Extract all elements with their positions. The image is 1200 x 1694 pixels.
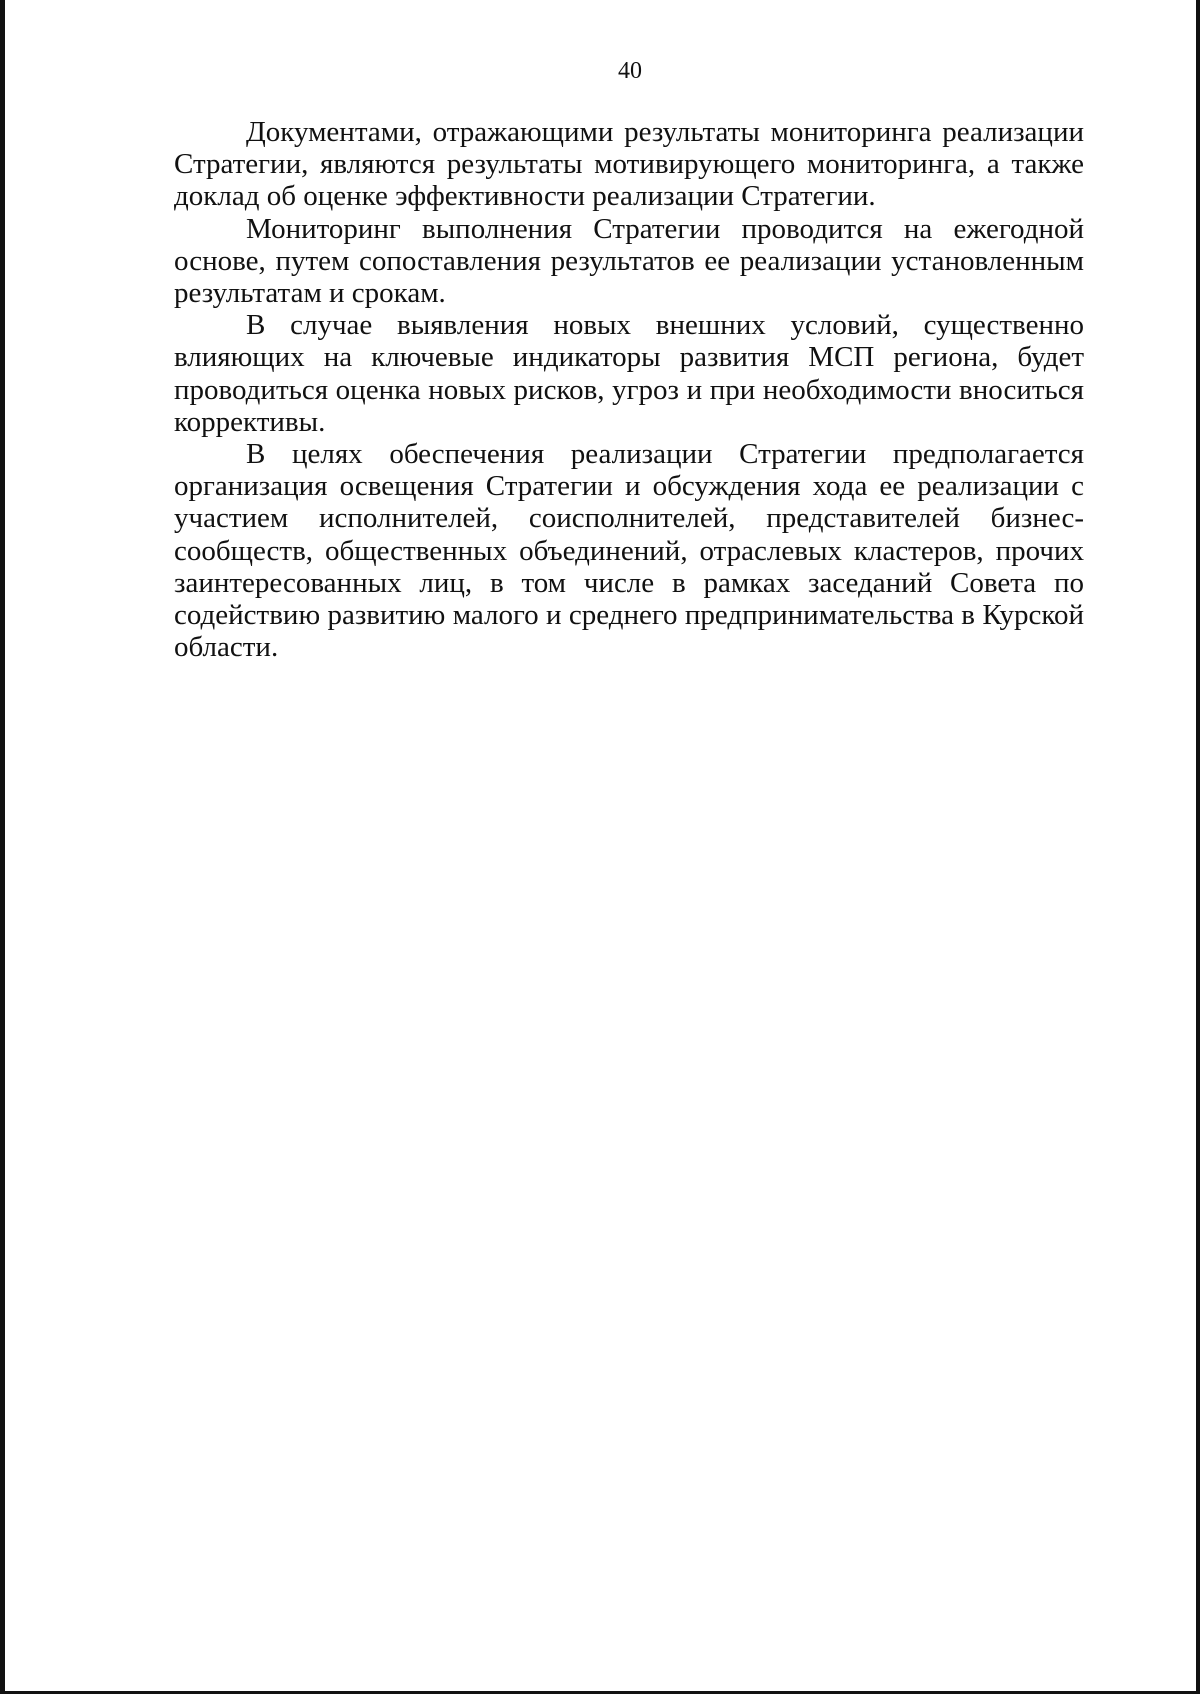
paragraph-monitoring-documents: Документами, отражающими результаты мониторинга реализации Стратегии, являются результаты мотивирующего мониторинга, а также доклад об оценке эффективности реализации Стратегии. [174,116,1084,213]
paragraph-new-conditions: В случае выявления новых внешних условий, существенно влияющих на ключевые индикаторы развития МСП региона, будет проводиться оценка новых рисков, угроз и при необходимости вноситься коррективы. [174,309,1084,438]
scan-border-right [1196,0,1200,1694]
scan-border-left [0,0,5,1694]
paragraph-monitoring-annual: Мониторинг выполнения Стратегии проводится на ежегодной основе, путем сопоставления результатов ее реализации установленным результатам и срокам. [174,212,1084,310]
page-number: 40 [618,58,642,84]
paragraph-strategy-coverage: В целях обеспечения реализации Стратегии предполагается организация освещения Стратегии и обсуждения хода ее реализации с участием исполнителей, соисполнителей, представителей бизнес-сообществ, общественных объединений, отраслевых кластеров, прочих заинтересованных лиц, в том числе в рамках заседаний Совета по содействию развитию малого и среднего предпринимательства в Курской области. [174,438,1084,664]
document-body [174,116,1084,663]
